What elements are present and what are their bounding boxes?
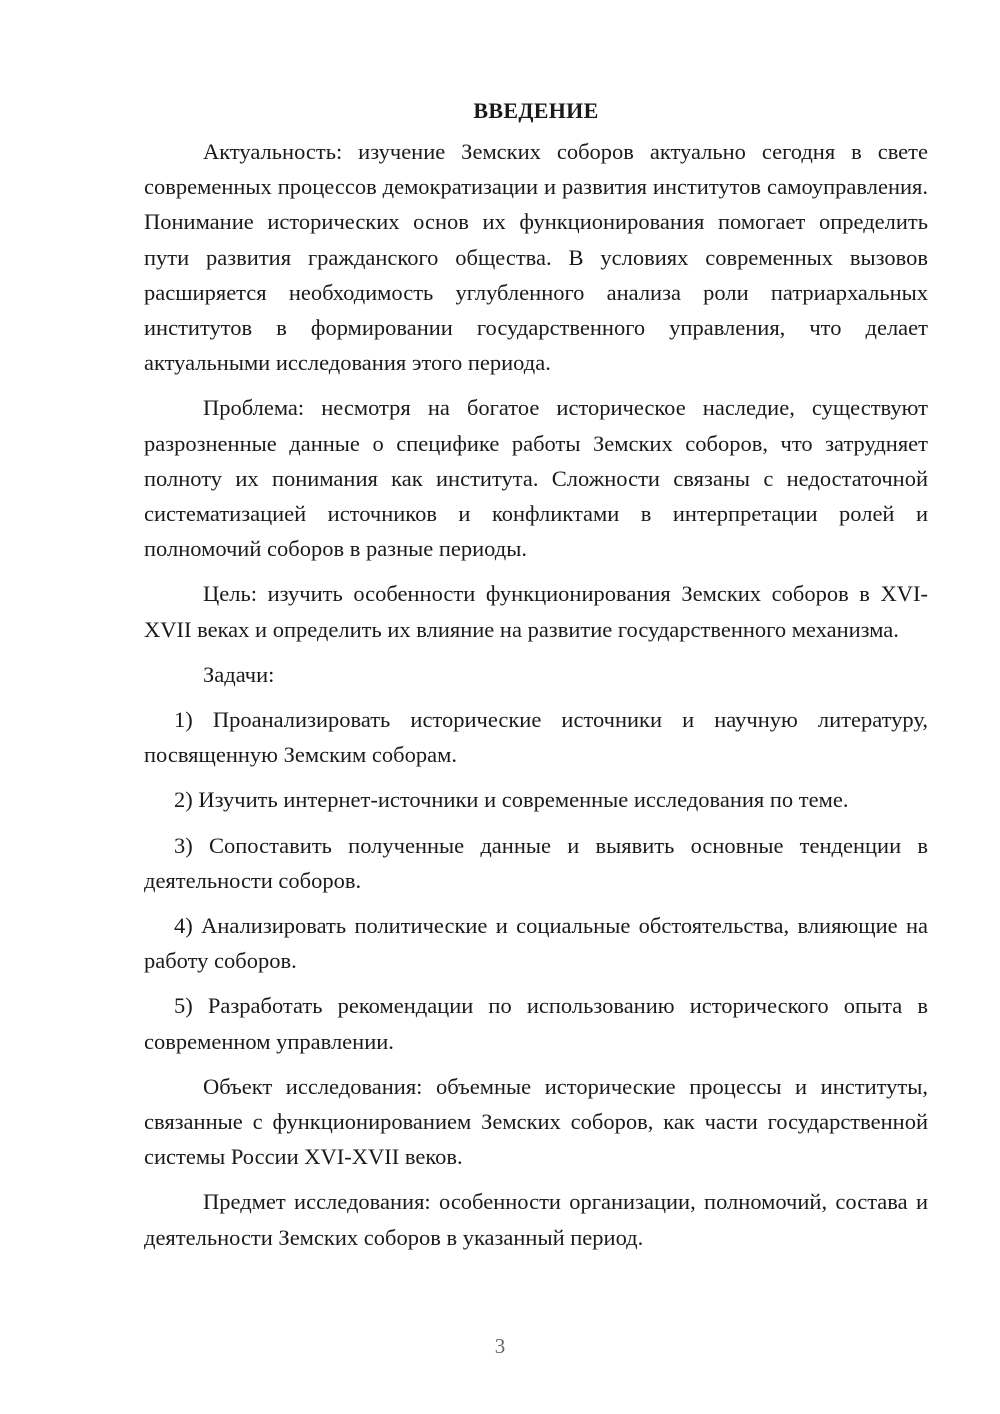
goal-paragraph: Цель: изучить особенности функционирования Земских соборов в XVI-XVII веках и определить их влияние на развитие государственного механизма. [144,581,928,642]
task-item-2: 2) Изучить интернет-источники и современные исследования по теме. [174,787,849,813]
task-item-3: 3) Сопоставить полученные данные и выявить основные тенденции в деятельности соборов. [144,832,928,893]
task-item-5: 5) Разработать рекомендации по использованию исторического опыта в современном управлении. [144,993,928,1054]
relevance-paragraph: Актуальность: изучение Земских соборов актуально сегодня в свете современных процессов демократизации и развития институтов самоуправления. Понимание исторических основ их функционирования помогает определить пути развития гражданского общества. В условиях современных вызовов расширяется необходимость углубленного анализа роли патриархальных институтов в формировании государственного управления, что делает актуальными исследования этого периода. [144,139,928,376]
page-number: 3 [494,1334,506,1358]
problem-paragraph: Проблема: несмотря на богатое историческое наследие, существуют разрозненные данные о специфике работы Земских соборов, что затрудняет полноту их понимания как института. Сложности связаны с недостаточной систематизацией источников и конфликтами в интерпретации ролей и полномочий соборов в разные периоды. [144,395,928,562]
page-content [144,94,928,1265]
tasks-label: Задачи: [203,661,275,687]
task-item-1: 1) Проанализировать исторические источники и научную литературу, посвященную Земским соборам. [144,707,928,768]
page-title: ВВЕДЕНИЕ [473,98,599,123]
subject-paragraph: Предмет исследования: особенности организации, полномочий, состава и деятельности Земских соборов в указанный период. [144,1189,928,1250]
task-item-4: 4) Анализировать политические и социальные обстоятельства, влияющие на работу соборов. [144,913,928,974]
object-paragraph: Объект исследования: объемные исторические процессы и институты, связанные с функционированием Земских соборов, как части государственной системы России XVI-XVII веков. [144,1073,928,1170]
